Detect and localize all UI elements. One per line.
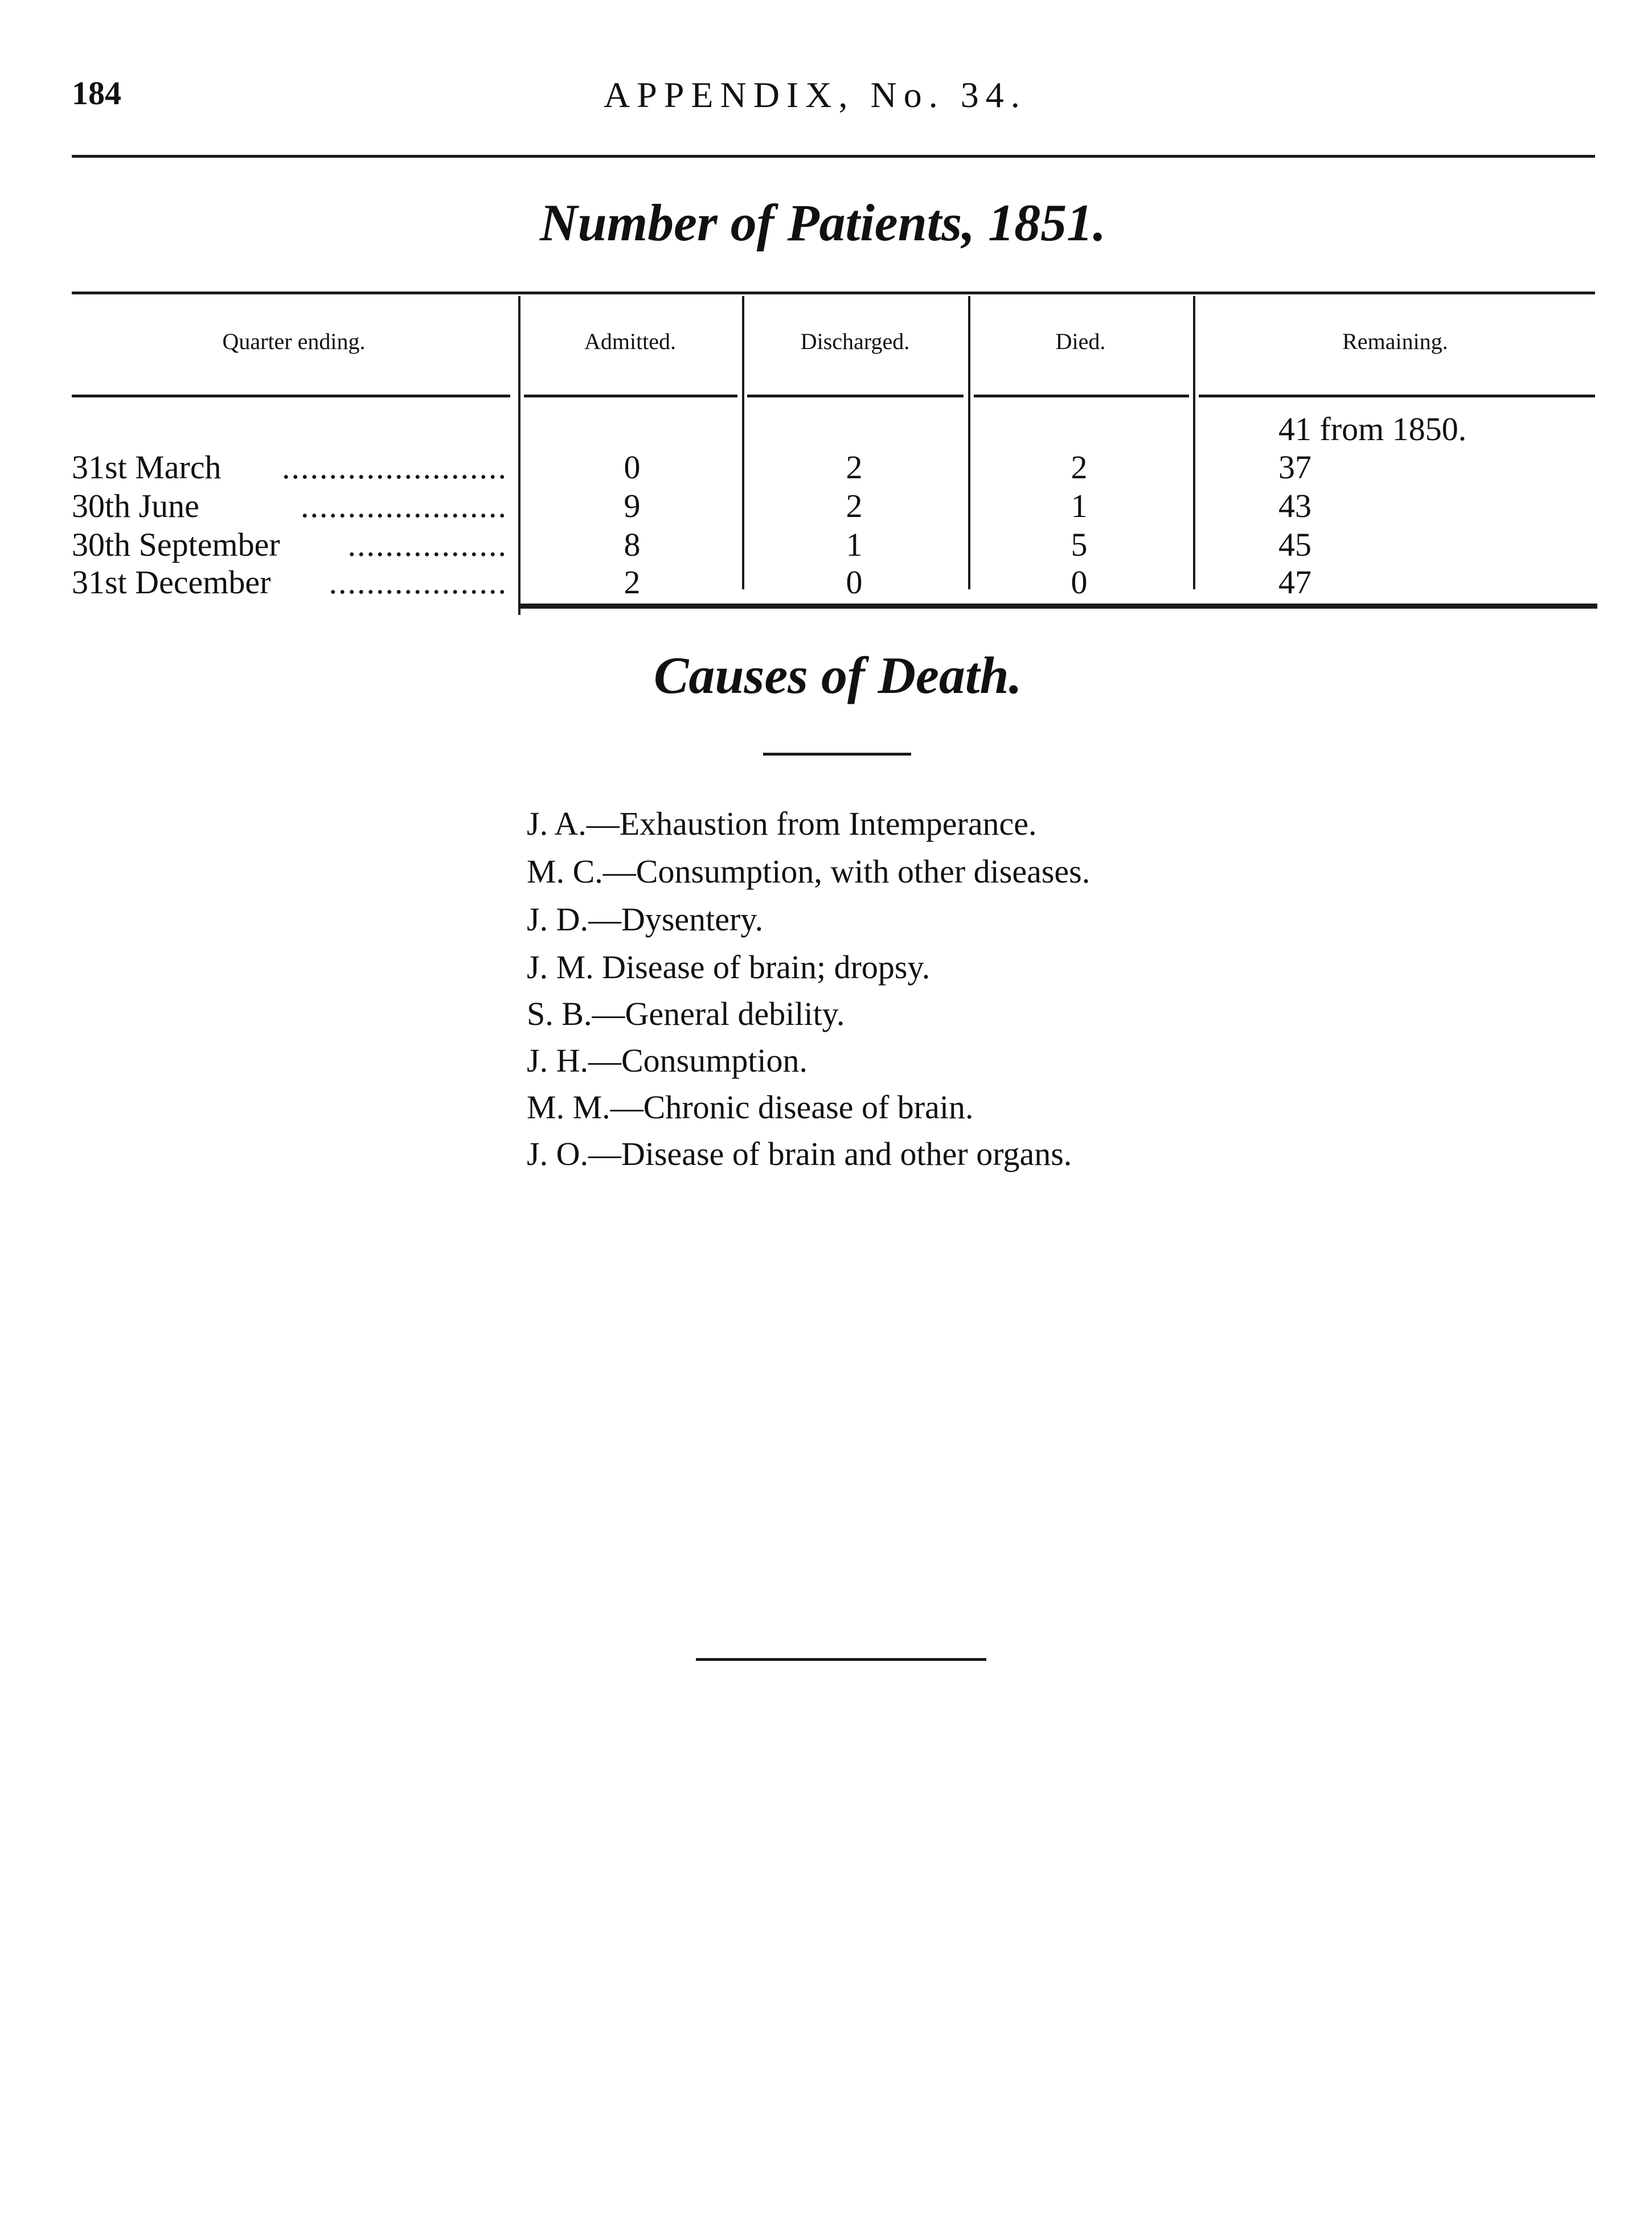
discharged-value: 2	[846, 449, 863, 486]
quarter-label: 31st December	[72, 564, 271, 601]
discharged-value: 0	[846, 564, 863, 601]
remaining-value: 37	[1278, 449, 1311, 486]
died-value: 0	[1071, 564, 1088, 601]
died-value: 1	[1071, 487, 1088, 524]
discharged-value: 2	[846, 487, 863, 524]
cause-entry: J. M. Disease of brain; dropsy.	[527, 949, 930, 986]
page-number: 184	[72, 75, 121, 112]
died-value: 2	[1071, 449, 1088, 486]
running-title: APPENDIX, No. 34.	[604, 75, 1027, 115]
header-underline	[747, 395, 964, 397]
table-row-quarter	[72, 566, 507, 599]
header-underline	[524, 395, 737, 397]
header-underline	[1199, 395, 1595, 397]
leader-dots: .................	[347, 526, 507, 563]
column-header-quarter: Quarter ending.	[222, 329, 366, 354]
column-header-discharged: Discharged.	[800, 329, 910, 354]
column-header-admitted: Admitted.	[584, 329, 677, 354]
leader-dots: ......................	[301, 487, 507, 524]
table-row-quarter	[72, 451, 507, 484]
causes-title: Causes of Death.	[654, 646, 1022, 704]
quarter-label: 30th September	[72, 526, 280, 563]
cause-entry: J. H.—Consumption.	[527, 1042, 808, 1079]
remaining-value: 47	[1278, 564, 1311, 601]
admitted-value: 0	[624, 449, 641, 486]
causes-title-rule	[763, 753, 911, 756]
header-underline	[974, 395, 1189, 397]
admitted-value: 8	[624, 526, 641, 563]
quarter-label: 31st March	[72, 449, 222, 486]
patients-table-title: Number of Patients, 1851.	[540, 194, 1106, 252]
remaining-value: 43	[1278, 487, 1311, 524]
column-header-remaining: Remaining.	[1342, 329, 1448, 354]
table-row-quarter	[72, 487, 507, 524]
cause-entry: J. D.—Dysentery.	[527, 901, 764, 938]
carry-over-remaining: 41 from 1850.	[1278, 411, 1467, 448]
cause-entry: M. C.—Consumption, with other diseases.	[527, 853, 1091, 890]
admitted-value: 2	[624, 564, 641, 601]
column-header-died: Died.	[1055, 329, 1106, 354]
admitted-value: 9	[624, 487, 641, 524]
table-top-rule	[72, 292, 1595, 294]
closing-rule	[696, 1658, 986, 1661]
cause-entry: J. O.—Disease of brain and other organs.	[527, 1135, 1072, 1172]
discharged-value: 1	[846, 526, 863, 563]
cause-entry: M. M.—Chronic disease of brain.	[527, 1089, 974, 1126]
leader-dots: ........................	[282, 449, 507, 486]
quarter-label: 30th June	[72, 487, 199, 524]
cause-entry: S. B.—General debility.	[527, 995, 845, 1032]
table-bottom-rule	[518, 604, 1597, 609]
table-row-quarter	[72, 528, 507, 561]
cause-entry: J. A.—Exhaustion from Intemperance.	[527, 805, 1037, 842]
header-underline	[72, 395, 510, 397]
remaining-value: 45	[1278, 526, 1311, 563]
leader-dots: ...................	[329, 564, 507, 601]
died-value: 5	[1071, 526, 1088, 563]
header-rule	[72, 155, 1595, 158]
